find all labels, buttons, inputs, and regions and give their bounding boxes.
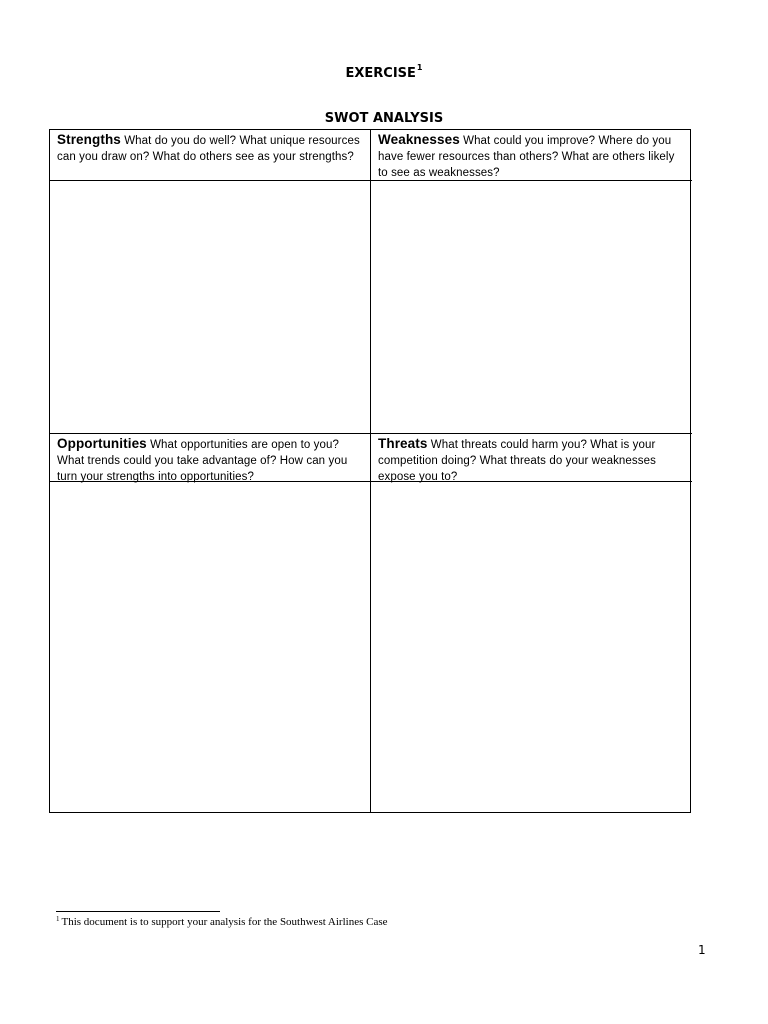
weaknesses-prompt: What could you improve? Where do you have fewer resources than others? What are others likely to see as weaknesses? xyxy=(378,135,675,179)
strengths-label: Strengths xyxy=(57,132,121,147)
document-title-text: EXERCISE xyxy=(345,66,416,81)
weaknesses-answer-area[interactable] xyxy=(371,181,692,434)
opportunities-label: Opportunities xyxy=(57,436,147,451)
opportunities-prompt: What opportunities are open to you? What trends could you take advantage of? How can you turn your strengths into opportunities? xyxy=(57,439,348,483)
weaknesses-label: Weaknesses xyxy=(378,132,460,147)
footnote xyxy=(56,916,388,928)
strengths-answer-area[interactable] xyxy=(50,181,371,434)
swot-analysis-heading: SWOT ANALYSIS xyxy=(324,111,444,126)
threats-prompt: What threats could harm you? What is your competition doing? What threats do your weaknesses expose you to? xyxy=(378,439,656,483)
strengths-header xyxy=(50,130,371,181)
footnote-separator xyxy=(56,911,220,912)
document-title xyxy=(0,63,768,81)
footnote-marker: 1 xyxy=(56,915,60,923)
threats-answer-area[interactable] xyxy=(371,482,692,812)
title-footnote-marker: 1 xyxy=(416,63,423,72)
footnote-text: This document is to support your analysis for the Southwest Airlines Case xyxy=(61,916,388,928)
strengths-prompt: What do you do well? What unique resources can you draw on? What do others see as your strengths? xyxy=(57,135,360,163)
weaknesses-header xyxy=(371,130,692,181)
threats-label: Threats xyxy=(378,436,428,451)
swot-table xyxy=(49,129,691,813)
opportunities-answer-area[interactable] xyxy=(50,482,371,812)
opportunities-header xyxy=(50,434,371,482)
threats-header xyxy=(371,434,692,482)
page-number: 1 xyxy=(698,943,706,957)
